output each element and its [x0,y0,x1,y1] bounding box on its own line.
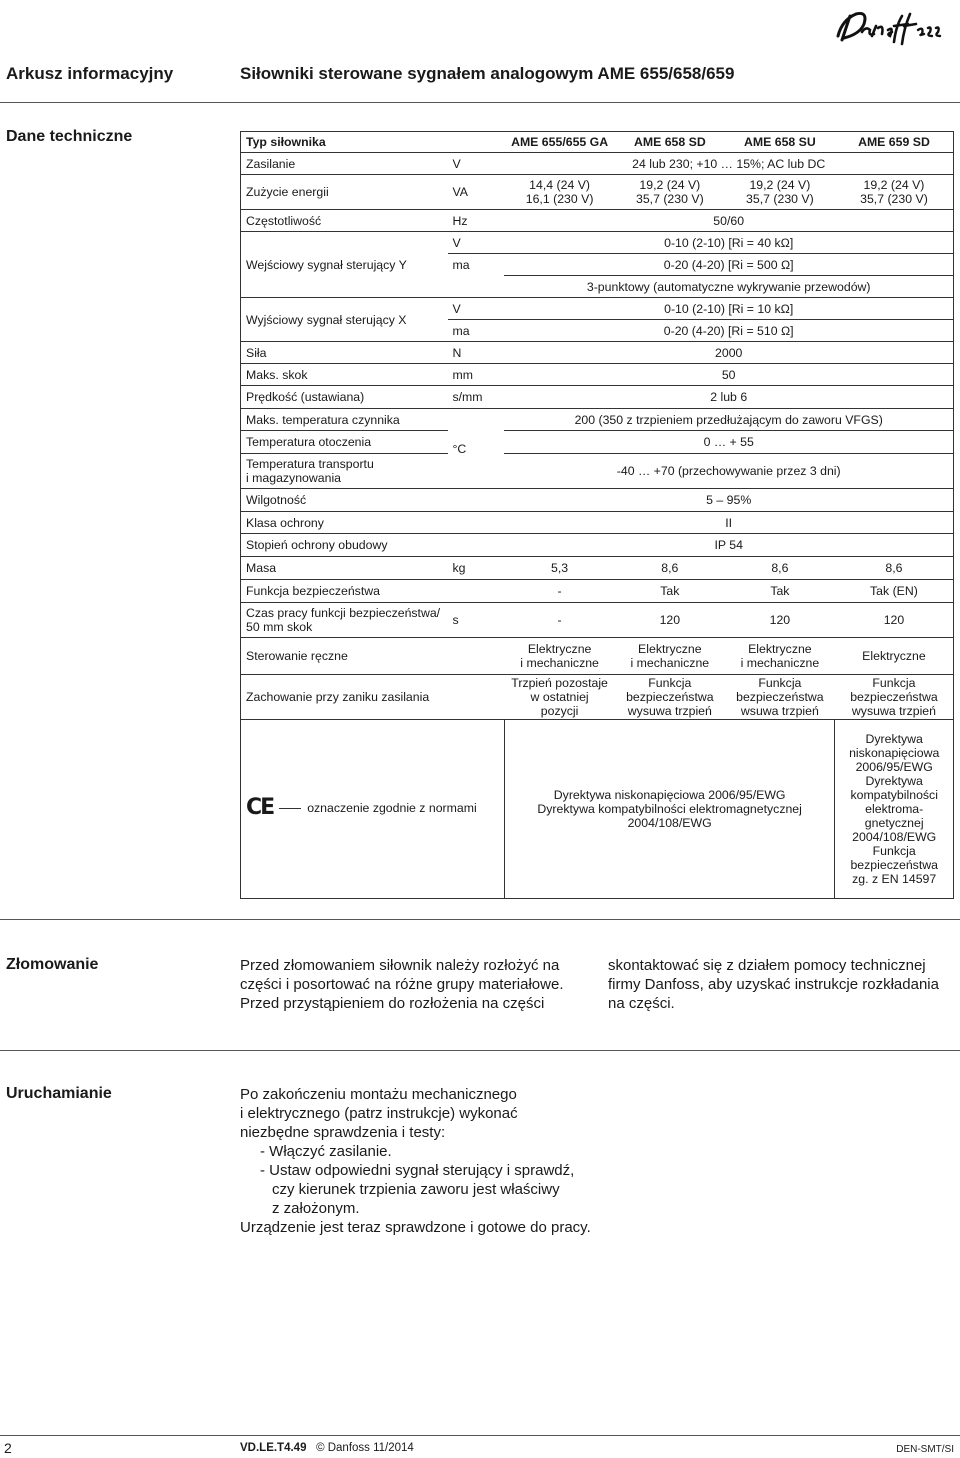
header-model: AME 655/655 GA [504,132,614,153]
section-disposal-label: Złomowanie [6,956,99,973]
list-item: - Włączyć zasilanie. [260,1143,392,1160]
header-type: Typ siłownika [241,132,449,153]
table-row: Wyjściowy sygnał sterujący X V 0-10 (2-10) [Ri = 10 kΩ] [241,298,954,320]
table-row: Prędkość (ustawiana) s/mm 2 lub 6 [241,386,954,409]
disposal-text-col2: skontaktować się z działem pomocy technicznej firmy Danfoss, aby uzyskać instrukcje rozkładania na części. [608,957,939,1012]
table-row: Siła N 2000 [241,342,954,364]
table-row: Maks. skok mm 50 [241,364,954,386]
table-row: 3-punktowy (automatyczne wykrywanie przewodów) [241,276,954,298]
section-startup-label: Uruchamianie [6,1085,112,1102]
table-row: Wejściowy sygnał sterujący Y V 0-10 (2-10) [Ri = 40 kΩ] [241,232,954,254]
list-item: - Ustaw odpowiedni sygnał sterujący i sprawdź, [260,1162,575,1179]
table-row: Czas pracy funkcji bezpieczeństwa/ 50 mm skok s - 120 120 120 [241,603,954,638]
disposal-text-col1: Przed złomowaniem siłownik należy rozłożyć na części i posortować na różne grupy materiałowe. Przed przystąpieniem do rozłożenia na części [240,957,564,1012]
table-row: CE oznaczenie zgodnie z normami Dyrektywa niskonapięciowa 2006/95/EWG Dyrektywa kompatybilności elektromagnetycznej 2004/108/EWG Dyrektywa niskonapięciowa 2006/95/EWG Dyrektywa kompatybilności elektroma- gnetycznej 2004/108/EWG Funkcja bezpieczeństwa zg. z EN 14597 [241,720,954,899]
table-row: Funkcja bezpieczeństwa - Tak Tak Tak (EN) [241,580,954,603]
ce-icon: CE [246,795,274,820]
table-row: Stopień ochrony obudowy IP 54 [241,534,954,557]
divider [0,1050,960,1051]
document-type: Arkusz informacyjny [6,64,174,83]
page-number: 2 [4,1440,12,1456]
divider [0,919,960,920]
footer-divider [0,1435,960,1436]
table-row: Temperatura otoczenia 0 … + 55 [241,431,954,454]
table-header-row [241,132,954,153]
table-row: Zasilanie V 24 lub 230; +10 … 15%; AC lub DC [241,153,954,175]
footer-code: VD.LE.T4.49 © Danfoss 11/2014 [240,1442,414,1454]
startup-text: Po zakończeniu montażu mechanicznego i elektrycznego (patrz instrukcje) wykonać niezbędne sprawdzenia i testy: - Włączyć zasilanie. - Ustaw odpowiedni sygnał sterujący i sprawdź, czy kierunek trzpienia zaworu jest właściwy z założonym. Urządzenie jest teraz sprawdzone i gotowe do pracy. [240,1085,640,1237]
spec-table [240,131,954,899]
table-row: Klasa ochrony II [241,512,954,534]
ce-mark: CE oznaczenie zgodnie z normami [246,795,477,820]
table-row: Zachowanie przy zaniku zasilania Trzpień pozostaje w ostatniej pozycji Funkcja bezpieczeństwa wysuwa trzpień Funkcja bezpieczeństwa wsuwa trzpień Funkcja bezpieczeństwa wysuwa trzpień [241,675,954,720]
danfoss-logo-graphic [832,6,944,48]
table-row: ma 0-20 (4-20) [Ri = 500 Ω] [241,254,954,276]
table-row: Temperatura transportu i magazynowania -40 … +70 (przechowywanie przez 3 dni) [241,454,954,489]
divider [0,102,960,103]
danfoss-logo [832,6,944,48]
header-model: AME 659 SD [835,132,954,153]
header-model: AME 658 SD [615,132,725,153]
section-tech-label: Dane techniczne [6,128,133,145]
table-row: Zużycie energii VA 14,4 (24 V) 16,1 (230 V) 19,2 (24 V) 35,7 (230 V) 19,2 (24 V) 35,7 (230 V) 19,2 (24 V) 35,7 (230 V) [241,175,954,210]
page-title: Siłowniki sterowane sygnałem analogowym AME 655/658/659 [240,64,735,83]
table-row: Sterowanie ręczne Elektryczne i mechaniczne Elektryczne i mechaniczne Elektryczne i mechaniczne Elektryczne [241,638,954,675]
startup-steps [240,1142,640,1218]
table-row: Masa kg 5,3 8,6 8,6 8,6 [241,557,954,580]
table-row: Częstotliwość Hz 50/60 [241,210,954,232]
table-row: Wilgotność 5 – 95% [241,489,954,512]
list-item: czy kierunek trzpienia zaworu jest właściwy [272,1181,560,1198]
header-model: AME 658 SU [725,132,835,153]
table-row: Maks. temperatura czynnika °C 200 (350 z trzpieniem przedłużającym do zaworu VFGS) [241,409,954,431]
table-row: ma 0-20 (4-20) [Ri = 510 Ω] [241,320,954,342]
list-item: z założonym. [272,1200,360,1217]
footer-ref: DEN-SMT/SI [896,1444,954,1455]
